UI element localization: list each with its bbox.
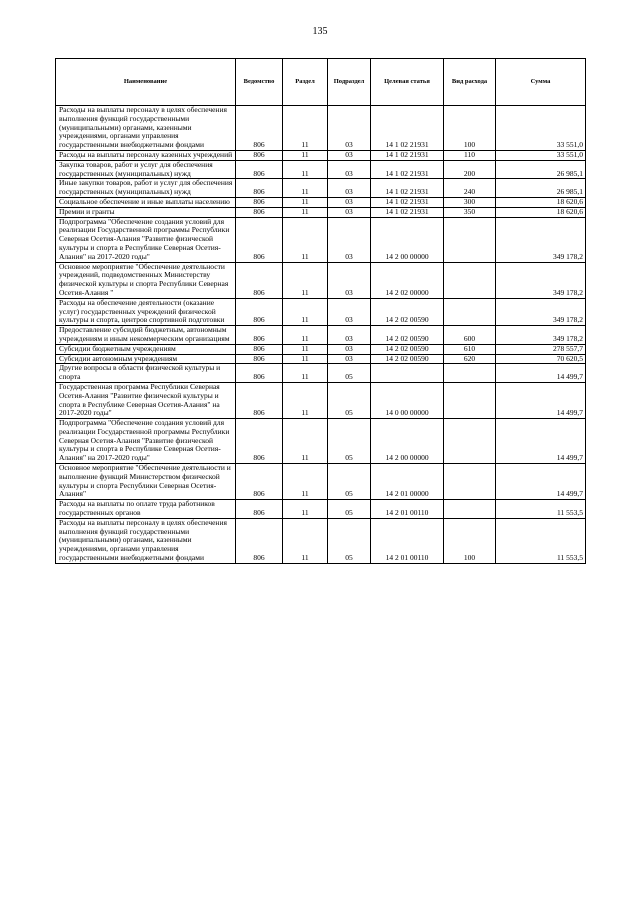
section-cell: 11 <box>283 382 328 418</box>
target-cell <box>371 364 444 383</box>
dept-cell: 806 <box>236 344 283 354</box>
section-cell: 11 <box>283 364 328 383</box>
dept-cell: 806 <box>236 262 283 298</box>
name-cell: Расходы на выплаты персоналу в целях обеспечения выполнения функций государственными (муниципальными) органами, казенными учреждениями, органами управления государственными внебюджетными фондами <box>56 106 236 151</box>
target-cell: 14 1 02 21931 <box>371 150 444 160</box>
section-cell: 11 <box>283 179 328 198</box>
kind-cell <box>444 262 496 298</box>
kind-cell <box>444 419 496 464</box>
subsection-cell: 03 <box>328 354 371 364</box>
target-cell: 14 1 02 21931 <box>371 197 444 207</box>
target-cell: 14 2 02 00590 <box>371 298 444 325</box>
dept-cell: 806 <box>236 326 283 345</box>
target-cell: 14 2 01 00000 <box>371 464 444 500</box>
name-cell: Иные закупки товаров, работ и услуг для обеспечения государственных (муниципальных) нужд <box>56 179 236 198</box>
section-cell: 11 <box>283 354 328 364</box>
target-cell: 14 1 02 21931 <box>371 179 444 198</box>
dept-cell: 806 <box>236 364 283 383</box>
section-cell: 11 <box>283 217 328 262</box>
dept-cell: 806 <box>236 179 283 198</box>
dept-cell: 806 <box>236 217 283 262</box>
sum-cell: 11 553,5 <box>496 518 586 563</box>
table-row <box>56 364 586 383</box>
table-row <box>56 150 586 160</box>
target-cell: 14 2 02 00590 <box>371 344 444 354</box>
subsection-cell: 03 <box>328 106 371 151</box>
name-cell: Субсидии бюджетным учреждениям <box>56 344 236 354</box>
table-row <box>56 298 586 325</box>
kind-cell: 600 <box>444 326 496 345</box>
header-section: Раздел <box>283 59 328 106</box>
kind-cell <box>444 364 496 383</box>
dept-cell: 806 <box>236 150 283 160</box>
table-row <box>56 207 586 217</box>
dept-cell: 806 <box>236 197 283 207</box>
name-cell: Предоставление субсидий бюджетным, автономным учреждениям и иным некоммерческим организациям <box>56 326 236 345</box>
subsection-cell: 05 <box>328 382 371 418</box>
kind-cell: 350 <box>444 207 496 217</box>
name-cell: Расходы на выплаты персоналу в целях обеспечения выполнения функций государственными (муниципальными) органами, казенными учреждениями, органами управления государственными внебюджетными фондами <box>56 518 236 563</box>
dept-cell: 806 <box>236 518 283 563</box>
section-cell: 11 <box>283 500 328 519</box>
subsection-cell: 03 <box>328 179 371 198</box>
name-cell: Расходы на выплаты персоналу казенных учреждений <box>56 150 236 160</box>
section-cell: 11 <box>283 106 328 151</box>
dept-cell: 806 <box>236 160 283 179</box>
target-cell: 14 2 01 00110 <box>371 518 444 563</box>
target-cell: 14 2 00 00000 <box>371 217 444 262</box>
header-kind: Вид расхода <box>444 59 496 106</box>
table-row <box>56 160 586 179</box>
table-header-row <box>56 59 586 106</box>
kind-cell: 620 <box>444 354 496 364</box>
sum-cell: 14 499,7 <box>496 464 586 500</box>
sum-cell: 14 499,7 <box>496 419 586 464</box>
kind-cell: 100 <box>444 106 496 151</box>
subsection-cell: 05 <box>328 419 371 464</box>
table-row <box>56 419 586 464</box>
section-cell: 11 <box>283 344 328 354</box>
sum-cell: 33 551,0 <box>496 150 586 160</box>
sum-cell: 349 178,2 <box>496 262 586 298</box>
section-cell: 11 <box>283 207 328 217</box>
dept-cell: 806 <box>236 464 283 500</box>
sum-cell: 349 178,2 <box>496 298 586 325</box>
subsection-cell: 05 <box>328 464 371 500</box>
kind-cell: 110 <box>444 150 496 160</box>
sum-cell: 18 620,6 <box>496 197 586 207</box>
table-row <box>56 382 586 418</box>
dept-cell: 806 <box>236 298 283 325</box>
target-cell: 14 2 02 00000 <box>371 262 444 298</box>
table-row <box>56 344 586 354</box>
section-cell: 11 <box>283 298 328 325</box>
section-cell: 11 <box>283 262 328 298</box>
header-sum: Сумма <box>496 59 586 106</box>
section-cell: 11 <box>283 464 328 500</box>
subsection-cell: 05 <box>328 364 371 383</box>
kind-cell: 610 <box>444 344 496 354</box>
section-cell: 11 <box>283 150 328 160</box>
dept-cell: 806 <box>236 106 283 151</box>
kind-cell <box>444 382 496 418</box>
sum-cell: 18 620,6 <box>496 207 586 217</box>
section-cell: 11 <box>283 419 328 464</box>
dept-cell: 806 <box>236 354 283 364</box>
dept-cell: 806 <box>236 382 283 418</box>
subsection-cell: 03 <box>328 150 371 160</box>
kind-cell <box>444 217 496 262</box>
target-cell: 14 0 00 00000 <box>371 382 444 418</box>
kind-cell: 240 <box>444 179 496 198</box>
dept-cell: 806 <box>236 419 283 464</box>
subsection-cell: 05 <box>328 500 371 519</box>
name-cell: Другие вопросы в области физической культуры и спорта <box>56 364 236 383</box>
section-cell: 11 <box>283 326 328 345</box>
subsection-cell: 03 <box>328 197 371 207</box>
sum-cell: 70 620,5 <box>496 354 586 364</box>
header-target: Целевая статья <box>371 59 444 106</box>
name-cell: Подпрограмма "Обеспечение создания условий для реализации Государственной программы Республики Северная Осетия-Алания "Развитие физической культуры и спорта в Республике Северная Осетия-Алания" на 2017-2020 годы" <box>56 217 236 262</box>
header-dept: Ведомство <box>236 59 283 106</box>
subsection-cell: 03 <box>328 262 371 298</box>
name-cell: Подпрограмма "Обеспечение создания условий для реализации Государственной программы Республики Северная Осетия-Алания "Развитие физической культуры и спорта в Республике Северная Осетия-Алания" на 2017-2020 годы" <box>56 419 236 464</box>
target-cell: 14 1 02 21931 <box>371 207 444 217</box>
target-cell: 14 2 02 00590 <box>371 326 444 345</box>
name-cell: Государственная программа Республики Северная Осетия-Алания "Развитие физической культуры и спорта в Республике Северная Осетия-Алания" на 2017-2020 годы" <box>56 382 236 418</box>
budget-table <box>55 58 586 564</box>
header-name: Наименование <box>56 59 236 106</box>
target-cell: 14 1 02 21931 <box>371 106 444 151</box>
table-row <box>56 326 586 345</box>
sum-cell: 26 985,1 <box>496 160 586 179</box>
name-cell: Премии и гранты <box>56 207 236 217</box>
sum-cell: 278 557,7 <box>496 344 586 354</box>
table-row <box>56 464 586 500</box>
name-cell: Основное мероприятие "Обеспечение деятельности учреждений, подведомственных Министерству физической культуры и спорта Республики Северная Осетия-Алания " <box>56 262 236 298</box>
kind-cell <box>444 500 496 519</box>
header-subsection: Подраздел <box>328 59 371 106</box>
table-row <box>56 217 586 262</box>
sum-cell: 11 553,5 <box>496 500 586 519</box>
name-cell: Основное мероприятие "Обеспечение деятельности и выполнение функций Министерством физической культуры и спорта Республики Северная Осетия-Алания" <box>56 464 236 500</box>
subsection-cell: 05 <box>328 518 371 563</box>
table-row <box>56 197 586 207</box>
kind-cell: 100 <box>444 518 496 563</box>
kind-cell: 200 <box>444 160 496 179</box>
kind-cell <box>444 298 496 325</box>
target-cell: 14 2 00 00000 <box>371 419 444 464</box>
name-cell: Расходы на обеспечение деятельности (оказание услуг) государственных учреждений физической культуры и спорта, центров спортивной подготовки <box>56 298 236 325</box>
name-cell: Расходы на выплаты по оплате труда работников государственных органов <box>56 500 236 519</box>
sum-cell: 33 551,0 <box>496 106 586 151</box>
dept-cell: 806 <box>236 207 283 217</box>
subsection-cell: 03 <box>328 326 371 345</box>
subsection-cell: 03 <box>328 207 371 217</box>
target-cell: 14 1 02 21931 <box>371 160 444 179</box>
subsection-cell: 03 <box>328 298 371 325</box>
table-row <box>56 106 586 151</box>
section-cell: 11 <box>283 160 328 179</box>
table-row <box>56 262 586 298</box>
kind-cell: 300 <box>444 197 496 207</box>
target-cell: 14 2 02 00590 <box>371 354 444 364</box>
name-cell: Закупка товаров, работ и услуг для обеспечения государственных (муниципальных) нужд <box>56 160 236 179</box>
subsection-cell: 03 <box>328 344 371 354</box>
name-cell: Социальное обеспечение и иные выплаты населению <box>56 197 236 207</box>
table-row <box>56 179 586 198</box>
section-cell: 11 <box>283 197 328 207</box>
target-cell: 14 2 01 00110 <box>371 500 444 519</box>
page-number: 135 <box>312 26 328 37</box>
table-row <box>56 518 586 563</box>
kind-cell <box>444 464 496 500</box>
sum-cell: 349 178,2 <box>496 217 586 262</box>
sum-cell: 14 499,7 <box>496 382 586 418</box>
sum-cell: 26 985,1 <box>496 179 586 198</box>
section-cell: 11 <box>283 518 328 563</box>
name-cell: Субсидии автономным учреждениям <box>56 354 236 364</box>
table-row <box>56 500 586 519</box>
sum-cell: 14 499,7 <box>496 364 586 383</box>
subsection-cell: 03 <box>328 217 371 262</box>
sum-cell: 349 178,2 <box>496 326 586 345</box>
subsection-cell: 03 <box>328 160 371 179</box>
dept-cell: 806 <box>236 500 283 519</box>
